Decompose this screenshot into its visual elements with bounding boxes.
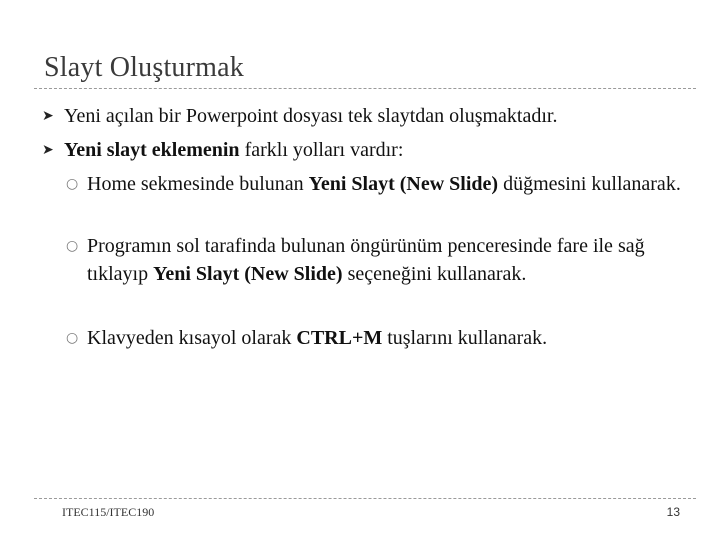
bullet-item	[42, 136, 704, 164]
arrowhead-bullet-icon: ➤	[42, 142, 54, 158]
subbullet-text	[87, 173, 681, 195]
hollow-circle-bullet-icon: ○	[66, 330, 79, 346]
bullet-text	[64, 105, 557, 127]
text-segment: düğmesini kullanarak.	[498, 173, 681, 195]
bold-segment: Yeni slayt eklemenin	[64, 139, 240, 161]
text-segment: Home sekmesinde bulunan	[87, 173, 309, 195]
subbullet-text	[87, 235, 645, 285]
hollow-circle-bullet-icon: ○	[66, 238, 79, 254]
text-segment: tuşlarını kullanarak.	[382, 327, 548, 349]
text-segment: farklı yolları vardır:	[239, 139, 404, 161]
subbullet-item	[66, 232, 697, 288]
bold-segment: Yeni Slayt (New Slide)	[153, 263, 343, 285]
bold-segment: Yeni Slayt (New Slide)	[308, 173, 499, 195]
slide-number: 13	[666, 505, 680, 519]
text-segment: Klavyeden kısayol olarak	[87, 327, 297, 349]
text-segment: seçeneğini kullanarak.	[342, 263, 527, 285]
footer-course-code: ITEC115/ITEC190	[62, 505, 155, 519]
footer-divider	[34, 498, 696, 499]
text-segment: Yeni açılan bir Powerpoint dosyası tek slaytdan oluşmaktadır.	[64, 105, 558, 127]
subbullet-item	[66, 170, 697, 198]
bullet-text	[64, 139, 403, 161]
arrowhead-bullet-icon: ➤	[42, 108, 54, 124]
title-divider	[34, 88, 696, 89]
text-segment: Programın sol tarafinda bulunan öngürünüm penceresinde fare ile sağ tıklayıp	[87, 235, 645, 285]
bold-segment: CTRL+M	[296, 327, 383, 349]
subbullet-text	[87, 327, 547, 349]
subbullet-item	[66, 324, 697, 352]
slide-title: Slayt Oluşturmak	[44, 52, 244, 83]
bullet-item	[42, 102, 704, 130]
hollow-circle-bullet-icon: ○	[66, 176, 79, 192]
